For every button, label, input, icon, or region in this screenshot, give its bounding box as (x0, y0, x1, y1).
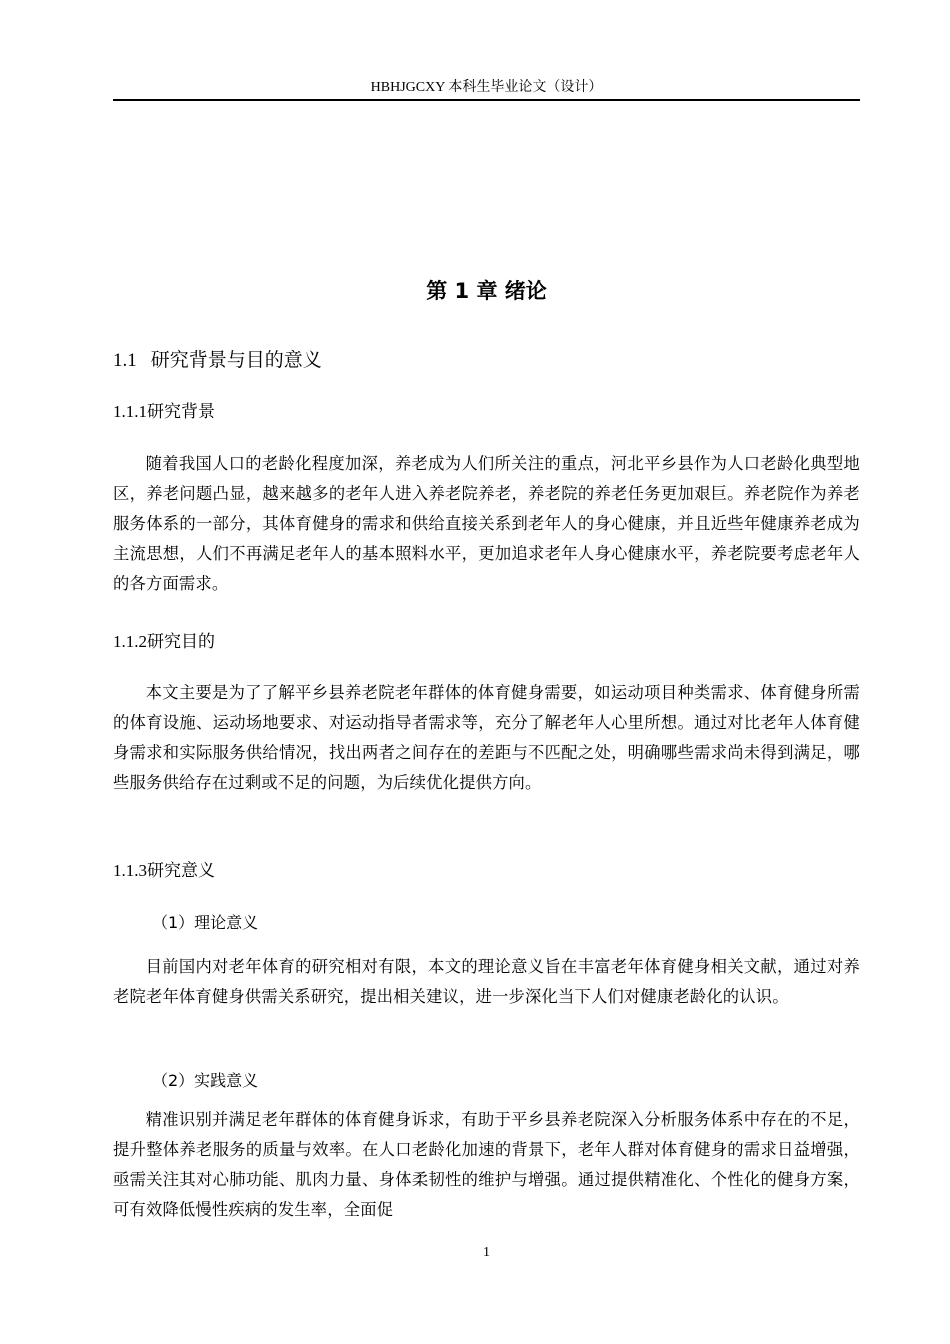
subsection-heading-1-1-2 (113, 628, 860, 656)
paragraph-research-purpose: 本文主要是为了了解平乡县养老院老年群体的体育健身需要，如运动项目种类需求、体育健身所需的体育设施、运动场地要求、对运动指导者需求等，充分了解老年人心里所想。通过对比老年人体育健身需求和实际服务供给情况，找出两者之间存在的差距与不匹配之处，明确哪些需求尚未得到满足，哪些服务供给存在过剩或不足的问题，为后续优化提供方向。 (113, 683, 860, 792)
subsection-number: 1.1.3 (113, 861, 147, 880)
subsection-title-text: 研究目的 (147, 632, 215, 652)
subsection-title-text: 研究意义 (147, 861, 215, 881)
paragraph-theory-significance: 目前国内对老年体育的研究相对有限，本文的理论意义旨在丰富老年体育健身相关文献，通过对养老院老年体育健身供需关系研究，提出相关建议，进一步深化当下人们对健康老龄化的认识。 (113, 957, 860, 1006)
theory-significance-heading: （1）理论意义 (152, 913, 259, 932)
paragraph-research-background: 随着我国人口的老龄化程度加深，养老成为人们所关注的重点，河北平乡县作为人口老龄化典型地区，养老问题凸显，越来越多的老年人进入养老院养老，养老院的养老任务更加艰巨。养老院作为养老服务体系的一部分，其体育健身的需求和供给直接关系到老年人的身心健康，并且近些年健康养老成为主流思想，人们不再满足老年人的基本照料水平，更加追求老年人身心健康水平，养老院要考虑老年人的各方面需求。 (113, 454, 860, 593)
section-heading-1-1 (113, 345, 860, 376)
subsection-heading-1-1-1 (113, 398, 860, 426)
paragraph-practice-significance: 精准识别并满足老年群体的体育健身诉求，有助于平乡县养老院深入分析服务体系中存在的不足，提升整体养老服务的质量与效率。在人口老龄化加速的背景下，老年人群对体育健身的需求日益增强，亟需关注其对心肺功能、肌肉力量、身体柔韧性的维护与增强。通过提供精准化、个性化的健身方案，可有效降低慢性疾病的发生率，全面促 (113, 1110, 860, 1219)
practice-significance-heading: （2）实践意义 (152, 1071, 259, 1090)
running-header: HBHJGCXY 本科生毕业论文（设计） (370, 80, 603, 95)
page-number: 1 (483, 1245, 490, 1260)
subsection-number: 1.1.2 (113, 632, 147, 651)
header-divider (113, 99, 860, 101)
subsection-number: 1.1.1 (113, 402, 147, 421)
subsection-title-text: 研究背景 (147, 402, 215, 422)
subsection-heading-1-1-3 (113, 857, 860, 885)
chapter-title: 第 1 章 绪论 (426, 279, 547, 303)
section-number: 1.1 (113, 350, 137, 371)
section-title-text: 研究背景与目的意义 (150, 349, 322, 371)
